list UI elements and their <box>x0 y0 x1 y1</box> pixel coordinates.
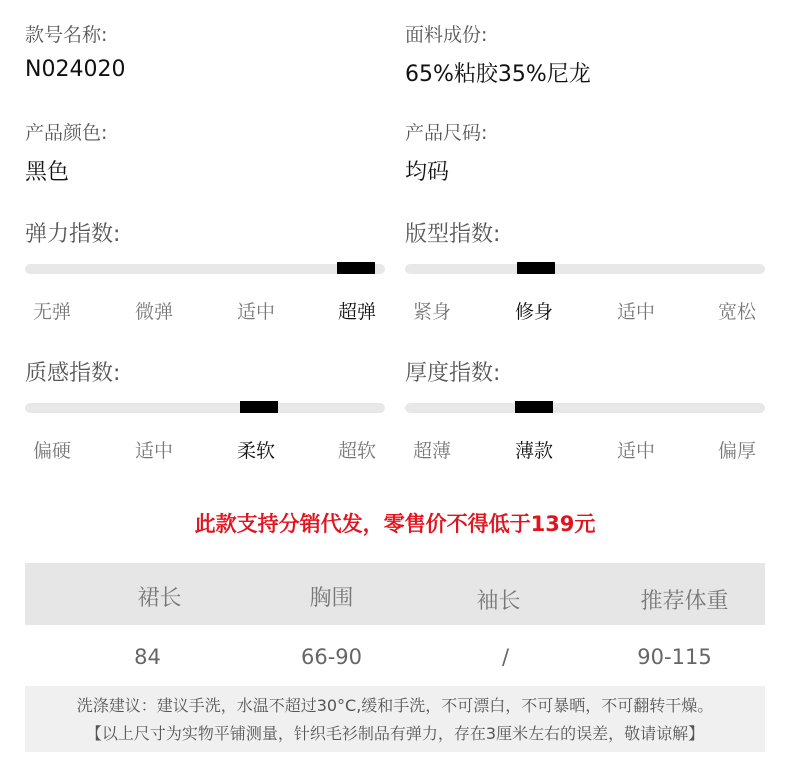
fabric-value: 65%粘胶35%尼龙 <box>405 62 591 87</box>
size-table-header-cell: 胸围 <box>309 586 354 611</box>
care-instructions <box>25 686 765 752</box>
color-value: 黑色 <box>25 160 70 185</box>
style-no-value: N024020 <box>25 57 126 82</box>
texture-option: 超软 <box>337 440 376 462</box>
care-line-1: 洗涤建议：建议手洗，水温不超过30°C,缓和手洗，不可漂白，不可暴晒，不可翻转干燥。 <box>76 696 714 715</box>
texture-option: 适中 <box>134 440 173 462</box>
elasticity-title: 弹力指数: <box>25 222 121 247</box>
size-table-cell: 90-115 <box>637 645 712 669</box>
size-table-cell: 66-90 <box>300 645 363 669</box>
texture-track <box>25 403 385 413</box>
size-label: 产品尺码: <box>405 122 488 144</box>
elasticity-track <box>25 264 385 274</box>
thickness-marker <box>515 401 553 413</box>
texture-title: 质感指数: <box>25 361 121 386</box>
thickness-option: 适中 <box>616 440 655 462</box>
texture-marker <box>240 401 278 413</box>
elasticity-option: 微弹 <box>134 301 173 323</box>
fit-option-selected: 修身 <box>514 301 553 323</box>
price-notice: 此款支持分销代发，零售价不得低于139元 <box>194 512 596 536</box>
fabric-label: 面料成份: <box>405 24 488 46</box>
elasticity-marker <box>337 262 375 274</box>
size-table-header-cell: 裙长 <box>137 586 182 611</box>
size-value: 均码 <box>405 160 450 185</box>
thickness-option-selected: 薄款 <box>514 440 553 462</box>
care-line-2: 【以上尺寸为实物平铺测量，针织毛衫制品有弹力，存在3厘米左右的误差，敬请谅解】 <box>85 724 705 743</box>
elasticity-option: 无弹 <box>32 301 71 323</box>
fit-option: 紧身 <box>412 301 451 323</box>
thickness-option: 超薄 <box>412 440 451 462</box>
style-no-label: 款号名称: <box>25 24 108 46</box>
size-table-header-cell: 推荐体重 <box>640 589 729 614</box>
size-table-cell: 84 <box>134 645 161 669</box>
fit-option: 适中 <box>616 301 655 323</box>
elasticity-option: 适中 <box>236 301 275 323</box>
size-table-cell: / <box>501 645 510 669</box>
color-label: 产品颜色: <box>25 122 108 144</box>
texture-option-selected: 柔软 <box>236 440 275 462</box>
thickness-title: 厚度指数: <box>405 361 501 386</box>
fit-marker <box>517 262 555 274</box>
size-table-header-cell: 袖长 <box>476 589 521 614</box>
thickness-option: 偏厚 <box>717 440 756 462</box>
fit-option: 宽松 <box>717 301 756 323</box>
fit-title: 版型指数: <box>405 222 501 247</box>
fit-track <box>405 264 765 274</box>
texture-option: 偏硬 <box>32 440 71 462</box>
thickness-track <box>405 403 765 413</box>
elasticity-option-selected: 超弹 <box>337 301 376 323</box>
